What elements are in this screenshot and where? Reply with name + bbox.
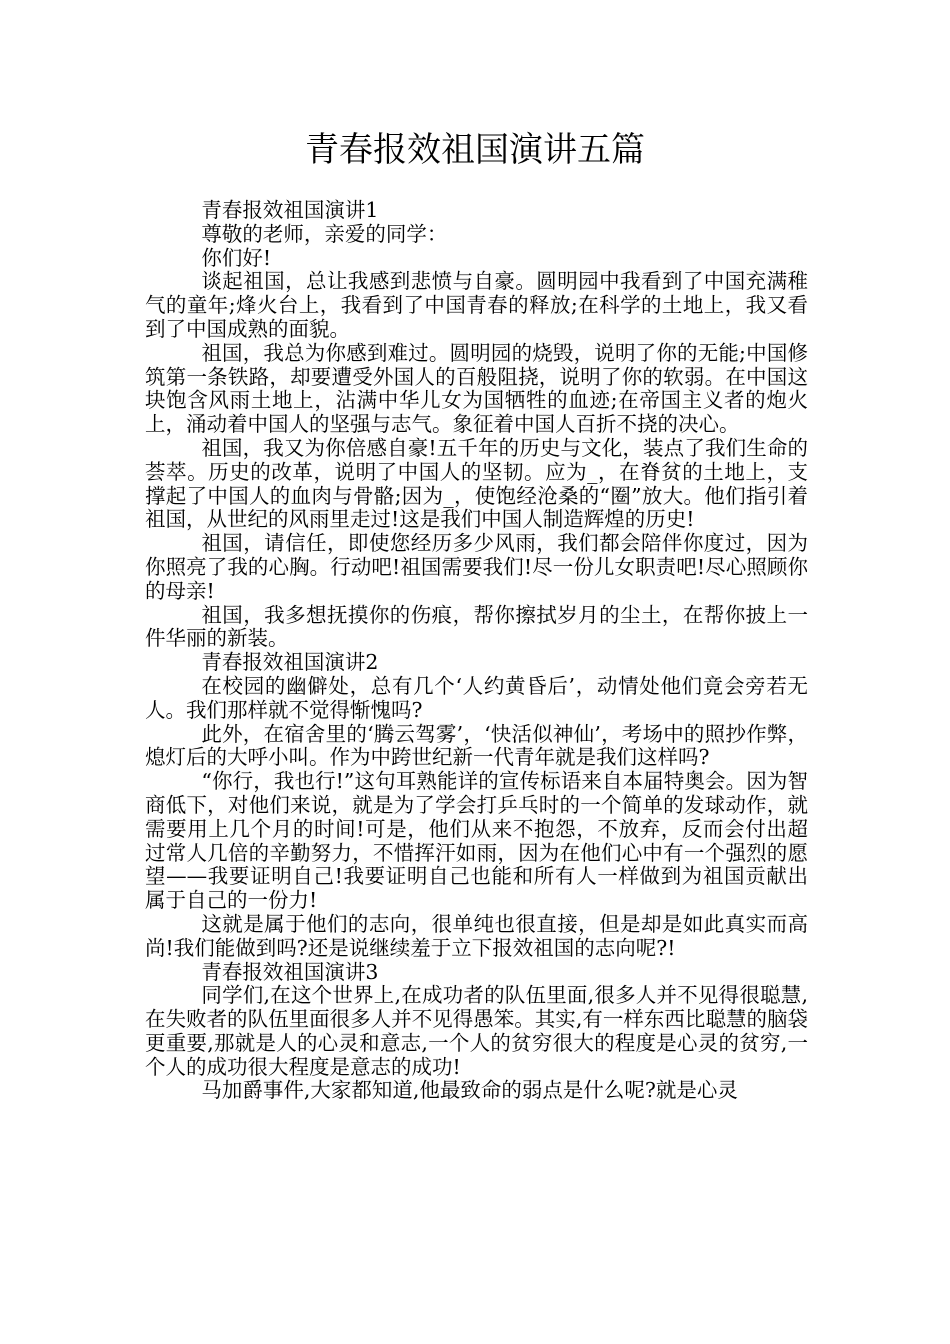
salutation: 尊敬的老师，亲爱的同学：: [201, 221, 448, 246]
document-title: 青春报效祖国演讲五篇: [305, 130, 645, 170]
section-heading: 青春报效祖国演讲1: [201, 198, 379, 222]
paragraph: 在校园的幽僻处，总有几个‘人约黄昏后’，动情处他们竟会旁若无人。我们那样就不觉得惭愧吗?: [145, 673, 808, 722]
paragraph: “你行，我也行!”这句耳熟能详的宣传标语来自本届特奥会。因为智商低下，对他们来说，就是为了学会打乒乓时的一个简单的发球动作，就需要用上几个月的时间!可是，他们从来不抱怨，不放弃，反而会付出超过常人几倍的辛勤努力，不惜挥汗如雨，因为在他们心中有一个强烈的愿望——我要证明自己!我要证明自己也能和所有人一样做到为祖国贡献出属于自己的一份力!: [145, 769, 808, 913]
paragraph: 祖国，我多想抚摸你的伤痕，帮你擦拭岁月的尘土，在帮你披上一件华丽的新装。: [145, 602, 808, 651]
document-body: [145, 199, 808, 1103]
paragraph: 这就是属于他们的志向，很单纯也很直接，但是却是如此真实而高尚!我们能做到吗?还是说继续羞于立下报效祖国的志向呢?!: [145, 911, 808, 960]
paragraph: 谈起祖国，总让我感到悲愤与自豪。圆明园中我看到了中国充满稚气的童年;烽火台上，我看到了中国青春的释放;在科学的土地上，我又看到了中国成熟的面貌。: [145, 269, 808, 341]
section-heading: 青春报效祖国演讲2: [201, 650, 379, 675]
paragraph: 祖国，请信任，即使您经历多少风雨，我们都会陪伴你度过，因为你照亮了我的心胸。行动吧!祖国需要我们!尽一份儿女职责吧!尽心照顾你的母亲!: [145, 531, 808, 603]
paragraph: 此外，在宿舍里的‘腾云驾雾’，‘快活似神仙’，考场中的照抄作弊，熄灯后的大呼小叫。作为中跨世纪新一代青年就是我们这样吗?: [145, 721, 808, 770]
section-heading: 青春报效祖国演讲3: [201, 959, 379, 984]
paragraph: 祖国，我又为你倍感自豪!五千年的历史与文化，装点了我们生命的荟萃。历史的改革，说明了中国人的坚韧。应为_，在脊贫的土地上，支撑起了中国人的血肉与骨骼;因为_，使饱经沧桑的“圈”放大。他们指引着祖国，从世纪的风雨里走过!这是我们中国人制造辉煌的历史!: [145, 435, 808, 532]
paragraph: 祖国，我总为你感到难过。圆明园的烧毁，说明了你的无能;中国修筑第一条铁路，却要遭受外国人的百般阻挠，说明了你的软弱。在中国这块饱含风雨土地上，沾满中华儿女为国牺牲的血迹;在帝国主义者的炮火上，涌动着中国人的坚强与志气。象征着中国人百折不挠的决心。: [145, 340, 808, 437]
paragraph: 同学们,在这个世界上,在成功者的队伍里面,很多人并不见得很聪慧,在失败者的队伍里面很多人并不见得愚笨。其实,有一样东西比聪慧的脑袋更重要,那就是人的心灵和意志,一个人的贫穷很大的程度是心灵的贫穷,一个人的成功很大程度是意志的成功!: [145, 983, 808, 1079]
greeting: 你们好!: [201, 245, 272, 270]
paragraph: 马加爵事件,大家都知道,他最致命的弱点是什么呢?就是心灵: [201, 1078, 738, 1103]
